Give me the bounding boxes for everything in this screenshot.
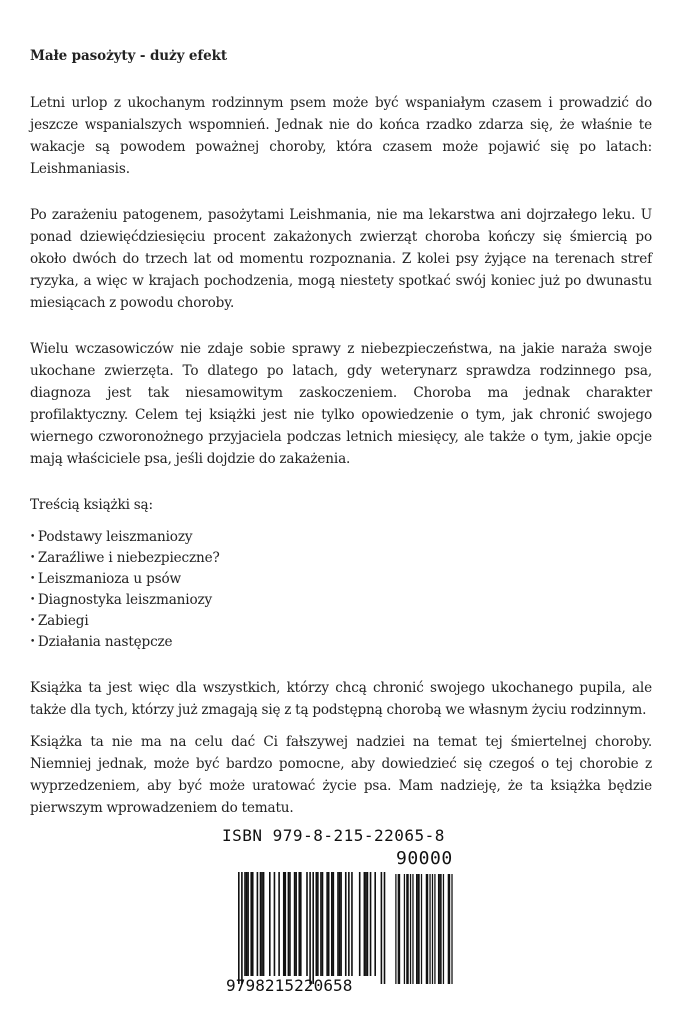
barcode-bar [257, 872, 259, 976]
barcode-bar [381, 872, 383, 984]
barcode-addon-bar [398, 874, 399, 984]
barcode-addon-bar [407, 874, 408, 984]
barcode-bar [278, 872, 280, 976]
barcode-bar [274, 872, 276, 976]
barcode-bars [222, 826, 462, 1001]
barcode-addon-bar [440, 874, 441, 984]
barcode-bar [298, 872, 300, 976]
barcode-addon-bar [448, 874, 449, 984]
barcode-bar [247, 872, 249, 976]
list-item: • Diagnostyka leiszmaniozy [30, 590, 652, 611]
paragraph-intro: Letni urlop z ukochanym rodzinnym psem może być wspaniałym czasem i prowadzić do jeszcze wspanialszych wspomnień. Jednak nie do końca rzadko zdarza się, że właśnie te wakacje są powodem poważnej choroby, która czasem może pojawić się po latach: Leishmaniasis. [30, 95, 652, 177]
barcode-bar [288, 872, 290, 976]
list-item: • Zaraźliwe i niebezpieczne? [30, 548, 652, 569]
barcode-bar [316, 872, 318, 976]
barcode-addon-bar [451, 874, 452, 984]
barcode-bar [263, 872, 265, 976]
isbn-label: ISBN 979-8-215-22065-8 [222, 826, 445, 845]
barcode-bar [345, 872, 347, 976]
barcode-bar [238, 872, 240, 984]
barcode-bar [326, 872, 328, 976]
barcode-addon-bar [427, 874, 428, 984]
back-cover-text [30, 48, 652, 819]
barcode-addon-bar [404, 874, 405, 984]
barcode-addon-bar [426, 874, 427, 984]
paragraph-awareness: Wielu wczasowiczów nie zdaje sobie sprawy z niebezpieczeństwa, na jakie naraża swoje ukochane zwierzęta. To dlatego po latach, gdy weterynarz sprawdza rodzinnego psa, diagnoza jest tak niesamowitym zaskoczeniem. Choroba ma jednak charakter profilaktyczny. Celem tej książki jest nie tylko opowiedzenie o tym, jak chronić swojego wiernego czworonożnego przyjaciela podczas letnich miesięcy, ale także o tym, jakie opcje mają właściciele psa, jeśli dojdzie do zakażenia. [30, 341, 652, 467]
barcode-bar [250, 872, 252, 976]
barcode-addon-bar [406, 874, 407, 984]
barcode-bar [295, 872, 297, 976]
barcode-addon-bar [412, 874, 413, 984]
page-title: Małe pasożyty - duży efekt [30, 48, 227, 64]
barcode-bar [317, 872, 319, 976]
barcode-bar [260, 872, 262, 976]
barcode-addon-bar [417, 874, 418, 984]
paragraph-audience: Książka ta jest więc dla wszystkich, którzy chcą chronić swojego ukochanego pupila, ale także dla tych, którzy już zmagają się z tą podstępną chorobą we własnym życiu rodzinnym. [30, 680, 652, 718]
barcode-addon-bar [449, 874, 450, 984]
barcode-bar [370, 872, 372, 976]
barcode-bar [306, 872, 308, 976]
barcode-bar [300, 872, 302, 976]
barcode-bar [283, 872, 285, 976]
barcode-bar [331, 872, 333, 976]
barcode-bar [374, 872, 376, 976]
barcode-bar [365, 872, 367, 976]
paragraph-infection: Po zarażeniu patogenem, pasożytami Leishmania, nie ma lekarstwa ani dojrzałego leku. U ponad dziewięćdziesięciu procent zakażonych zwierząt choroba kończy się śmiercią po około dwóch do trzech lat od momentu rozpoznania. Z kolei psy żyjące na terenach stref ryzyka, a więc w krajach pochodzenia, mogą niestety spotkać swój koniec już po dwunastu miesiącach z powodu choroby. [30, 207, 652, 311]
contents-list [30, 527, 652, 653]
list-item: • Działania następcze [30, 632, 652, 653]
barcode-bar [328, 872, 330, 976]
barcode-addon-bar [399, 874, 400, 984]
barcode-bar [384, 872, 386, 984]
barcode-addon-bar [395, 874, 396, 984]
contents-heading: Treścią książki są: [30, 497, 153, 513]
barcode-bar [269, 872, 271, 976]
barcode-bar [348, 872, 350, 976]
barcode-bar [359, 872, 361, 976]
barcode-addon-digits: 90000 [396, 848, 453, 869]
barcode-bar [241, 872, 243, 984]
barcode-bar [340, 872, 342, 976]
barcode-digits: 9798215220658 [226, 976, 353, 995]
barcode-addon-bar [418, 874, 419, 984]
barcode-bar [351, 872, 353, 976]
barcode-bar [285, 872, 287, 976]
barcode-bar [320, 872, 322, 976]
barcode-bar [246, 872, 248, 976]
barcode-bar [252, 872, 254, 976]
barcode-bar [333, 872, 335, 976]
barcode-addon-bar [443, 874, 444, 984]
barcode-bar [294, 872, 296, 976]
barcode-bar [312, 872, 314, 984]
barcode-addon-bar [429, 874, 430, 984]
barcode-bar [322, 872, 324, 976]
barcode-addon-bar [416, 874, 417, 984]
barcode-bar [289, 872, 291, 976]
barcode-addon-bar [438, 874, 439, 984]
barcode-addon-bar [432, 874, 433, 984]
barcode-bar [244, 872, 246, 976]
list-item: • Podstawy leiszmaniozy [30, 527, 652, 548]
barcode-addon-bar [439, 874, 440, 984]
list-item: • Leiszmanioza u psów [30, 569, 652, 590]
barcode-bar [339, 872, 341, 976]
barcode-bar [261, 872, 263, 976]
paragraph-disclaimer: Książka ta nie ma na celu dać Ci fałszywej nadziei na temat tej śmiertelnej choroby. Niemniej jednak, może być bardzo pomocne, aby dowiedzieć się czegoś o tej chorobie z wyprzedzeniem, aby być może uratować życie psa. Mam nadzieję, że ta książka będzie pierwszym wprowadzeniem do tematu. [30, 734, 652, 816]
barcode-addon-bar [434, 874, 435, 984]
barcode-addon-bar [421, 874, 422, 984]
barcode-bar [364, 872, 366, 976]
barcode-addon-bar [410, 874, 411, 984]
barcode-bar [337, 872, 339, 976]
barcode-bar [367, 872, 369, 976]
list-item: • Zabiegi [30, 611, 652, 632]
isbn-barcode [222, 826, 462, 1001]
barcode-bar [309, 872, 311, 984]
